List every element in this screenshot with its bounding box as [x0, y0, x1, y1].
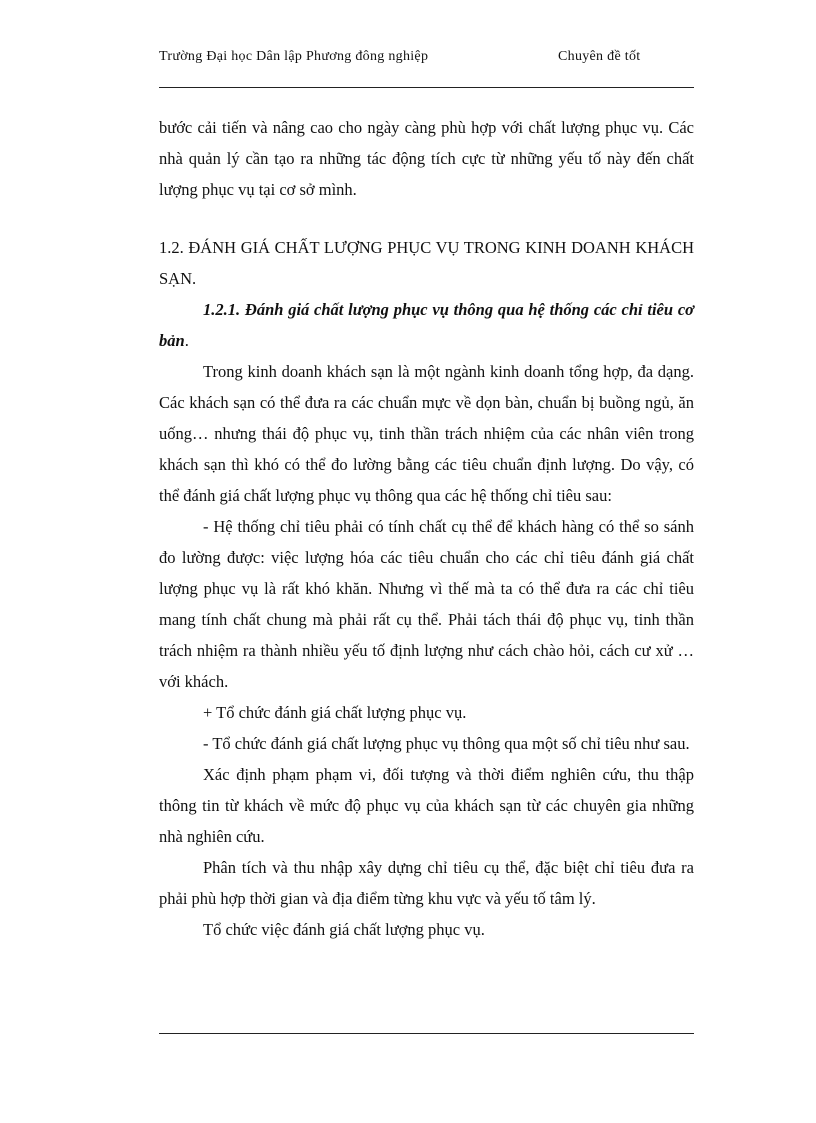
paragraph-1: Trong kinh doanh khách sạn là một ngành kinh doanh tổng hợp, đa dạng. Các khách sạn có thể đưa ra các chuẩn mực về dọn bàn, chuẩn bị buồng ngủ, ăn uống… nhưng thái độ phục vụ, tinh thần trách nhiệm của các nhân viên trong khách sạn thì khó có thể đo lường bằng các tiêu chuẩn định lượng. Do vậy, có thể đánh giá chất lượng phục vụ thông qua các hệ thống chỉ tiêu sau: — [159, 362, 694, 505]
paragraph-3: + Tổ chức đánh giá chất lượng phục vụ. — [203, 703, 467, 722]
header-topic: Chuyên đề tốt — [558, 49, 641, 64]
page-header — [159, 47, 694, 88]
footer-divider — [159, 1033, 694, 1034]
subsection-heading-text: 1.2.1. Đánh giá chất lượng phục vụ thông qua hệ thống các chỉ tiêu cơ bản — [159, 300, 694, 350]
paragraph-4: - Tổ chức đánh giá chất lượng phục vụ thông qua một số chỉ tiêu như sau. — [203, 734, 690, 753]
header-school-name: Trường Đại học Dân lập Phương đông nghiệp — [159, 49, 429, 64]
section-heading: 1.2. ĐÁNH GIÁ CHẤT LƯỢNG PHỤC VỤ TRONG KINH DOANH KHÁCH SẠN. — [159, 238, 694, 288]
paragraph-6: Phân tích và thu nhập xây dựng chỉ tiêu cụ thể, đặc biệt chỉ tiêu đưa ra phải phù hợp thời gian và địa điểm từng khu vực và yếu tố tâm lý. — [159, 858, 694, 908]
subsection-heading-period: . — [184, 331, 189, 350]
subsection-heading — [159, 294, 694, 356]
page-body — [159, 112, 694, 945]
intro-paragraph: bước cải tiến và nâng cao cho ngày càng phù hợp với chất lượng phục vụ. Các nhà quản lý cần tạo ra những tác động tích cực từ những yếu tố này đến chất lượng phục vụ tại cơ sở mình. — [159, 118, 694, 199]
paragraph-2: - Hệ thống chỉ tiêu phải có tính chất cụ thể để khách hàng có thể so sánh đo lường được: việc lượng hóa các tiêu chuẩn cho các chỉ tiêu đánh giá chất lượng phục vụ là rất khó khăn. Nhưng vì thế mà ta có thể đưa ra các chỉ tiêu mang tính chất chung mà phải rất cụ thể. Phải tách thái độ phục vụ, tinh thần trách nhiệm ra thành nhiều yếu tố định lượng như cách chào hỏi, cách cư xử … với khách. — [159, 517, 694, 691]
paragraph-7: Tổ chức việc đánh giá chất lượng phục vụ. — [203, 920, 485, 939]
paragraph-5: Xác định phạm phạm vi, đối tượng và thời điểm nghiên cứu, thu thập thông tin từ khách về mức độ phục vụ của khách sạn từ các chuyên gia những nhà nghiên cứu. — [159, 765, 694, 846]
